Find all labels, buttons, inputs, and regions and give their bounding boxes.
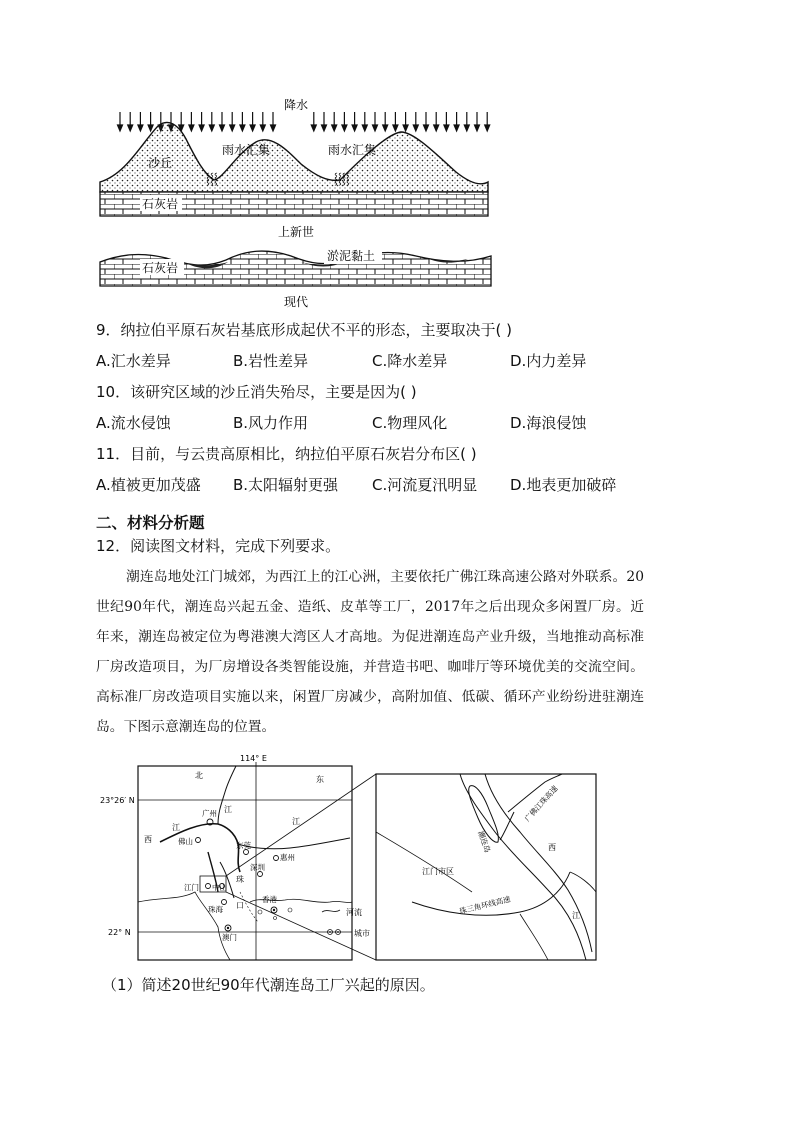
rain-arrow-head	[424, 125, 429, 131]
label-jiangmen-district: 江门市区	[422, 867, 454, 876]
q9-option-a[interactable]: A.汇水差异	[96, 352, 171, 370]
label-rain-collect-2: 雨水汇集	[328, 143, 377, 157]
q9-option-d[interactable]: D.内力差异	[510, 352, 587, 370]
rain-arrow-head	[199, 125, 204, 131]
rain-arrow-head	[271, 125, 276, 131]
rain-arrow-head	[240, 125, 245, 131]
label-rain-collect-1: 雨水汇集	[222, 143, 271, 157]
label-expressway-2: 珠三角环线高速	[458, 894, 512, 916]
label-island: 潮连岛	[476, 829, 493, 854]
map-guangzhou: 广州	[202, 809, 217, 818]
question-11-stem: 11．目前，与云贵高原相比，纳拉伯平原石灰岩分布区( )	[96, 445, 477, 463]
q11-option-c[interactable]: C.河流夏汛明显	[372, 476, 478, 494]
q10-option-c[interactable]: C.物理风化	[372, 414, 448, 432]
map-zhongshan: 中山	[212, 883, 227, 892]
rain-arrow-head	[250, 125, 255, 131]
caption-top: 上新世	[278, 225, 315, 239]
question-12-stem: 12．阅读图文材料，完成下列要求。	[96, 537, 341, 555]
map-kou: 口	[236, 901, 244, 910]
rain-arrow-head	[373, 125, 378, 131]
lat-top-label: 23°26′ N	[100, 796, 135, 805]
map-jiangmen: 江门	[184, 883, 199, 892]
question-9-stem: 9．纳拉伯平原石灰岩基底形成起伏不平的形态，主要取决于( )	[96, 321, 513, 339]
rain-arrow-head	[383, 125, 388, 131]
label-precip: 降水	[284, 98, 309, 112]
lon-label: 114° E	[240, 754, 267, 763]
rain-arrow-head	[322, 125, 327, 131]
dune-profile-figure	[96, 94, 496, 314]
rain-arrow-head	[403, 125, 408, 131]
rain-arrow-head	[332, 125, 337, 131]
rain-arrow-head	[454, 125, 459, 131]
map-zhu: 珠	[236, 875, 244, 884]
rain-arrow-head	[413, 125, 418, 131]
rain-arrow-head	[342, 125, 347, 131]
q10-option-a[interactable]: A.流水侵蚀	[96, 414, 171, 432]
rain-arrow-head	[311, 125, 316, 131]
rain-arrow-head	[475, 125, 480, 131]
map-jiang-1: 江	[224, 805, 232, 814]
map-xianggang: 香港	[262, 895, 277, 904]
lat-bottom-label: 22° N	[108, 928, 131, 937]
rain-arrow-head	[220, 125, 225, 131]
rain-arrow-head	[148, 125, 153, 131]
map-jiang-3: 江	[292, 817, 300, 826]
q12-material-paragraph: 潮连岛地处江门城郊，为西江上的江心洲，主要依托广佛江珠高速公路对外联系。20世纪90年代，潮连岛兴起五金、造纸、皮革等工厂，2017年之后出现众多闲置厂房。近年来，潮连岛被定位为粤港澳大湾区人才高地。为促进潮连岛产业升级，当地推动高标准厂房改造项目，为厂房增设各类智能设施，并营造书吧、咖啡厅等环境优美的交流空间。高标准厂房改造项目实施以来，闲置厂房减少，高附加值、低碳、循环产业纷纷进驻潮连岛。下图示意潮连岛的位置。	[96, 569, 644, 735]
label-limestone-bottom: 石灰岩	[142, 261, 179, 275]
seep-icon-right: ⸾⸾⸾⸾	[334, 172, 350, 185]
rain-arrow-head	[352, 125, 357, 131]
rain-arrow-head	[485, 125, 490, 131]
q10-option-b[interactable]: B.风力作用	[233, 414, 309, 432]
caption-bottom: 现代	[284, 295, 309, 309]
legend-city: 城市	[354, 929, 370, 938]
rain-arrow-head	[230, 125, 235, 131]
q9-option-b[interactable]: B.岩性差异	[233, 352, 309, 370]
label-sand-dune: 沙丘	[148, 156, 173, 170]
label-jiang-right: 江	[572, 911, 580, 920]
map-jiang-2: 江	[172, 823, 180, 832]
q10-option-d[interactable]: D.海浪侵蚀	[510, 414, 587, 432]
rain-arrow-head	[444, 125, 449, 131]
rain-arrow-head	[128, 125, 133, 131]
map-shenzhen: 深圳	[250, 863, 265, 872]
map-east: 东	[316, 775, 324, 784]
rain-arrow-head	[189, 125, 194, 131]
label-clay: 淤泥黏土	[327, 249, 376, 263]
map-west: 西	[144, 835, 152, 844]
map-foshan: 佛山	[178, 837, 193, 846]
rain-arrow-head	[260, 125, 265, 131]
rain-arrow-head	[209, 125, 214, 131]
map-dongguan: 东莞	[236, 841, 251, 850]
question-10-stem: 10．该研究区域的沙丘消失殆尽，主要是因为( )	[96, 383, 417, 401]
q11-option-d[interactable]: D.地表更加破碎	[510, 476, 617, 494]
label-expressway-1: 广佛江珠高速	[522, 783, 560, 824]
rain-arrow-head	[118, 125, 123, 131]
q11-option-b[interactable]: B.太阳辐射更强	[233, 476, 339, 494]
map-huizhou: 惠州	[280, 853, 295, 862]
map-zhuhai: 珠海	[208, 905, 223, 914]
rain-arrow-head	[434, 125, 439, 131]
rain-arrow-head	[138, 125, 143, 131]
label-xi: 西	[548, 843, 556, 852]
map-aomen: 澳门	[222, 933, 237, 942]
map-north: 北	[195, 771, 203, 780]
q9-option-c[interactable]: C.降水差异	[372, 352, 448, 370]
legend-river: 河流	[346, 908, 362, 917]
label-limestone-top: 石灰岩	[142, 197, 179, 211]
section-title: 二、材料分析题	[96, 514, 205, 532]
sub-question-1: （1）简述20世纪90年代潮连岛工厂兴起的原因。	[102, 976, 435, 994]
rain-arrow-head	[464, 125, 469, 131]
q11-option-a[interactable]: A.植被更加茂盛	[96, 476, 201, 494]
rain-arrow-head	[362, 125, 367, 131]
location-map	[100, 752, 600, 964]
seep-icon-left: ⸾⸾⸾	[206, 172, 218, 185]
rain-arrow-head	[393, 125, 398, 131]
